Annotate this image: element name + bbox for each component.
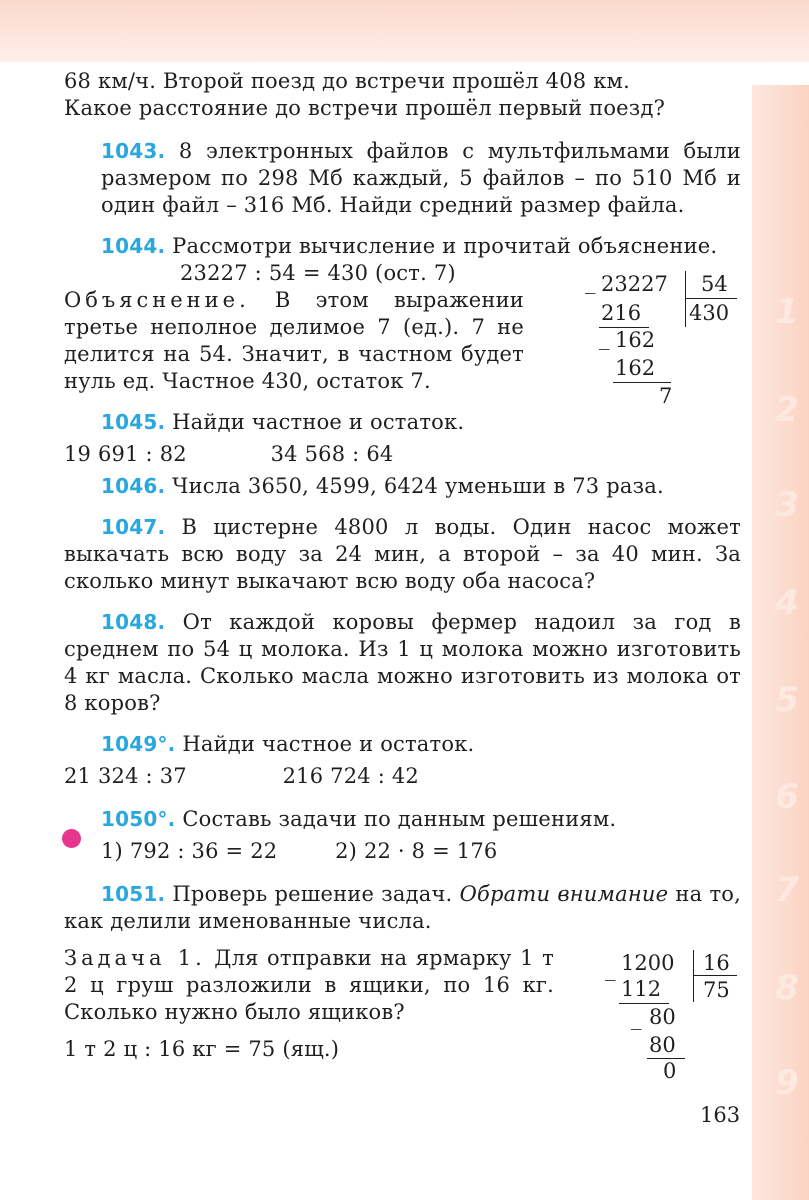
exercise-1046 bbox=[101, 473, 741, 500]
page-content bbox=[64, 68, 741, 1063]
expressions bbox=[101, 838, 741, 865]
task-1 bbox=[64, 945, 554, 1026]
exercise-number: 1051. bbox=[101, 882, 166, 906]
expression: 216 724 : 42 bbox=[282, 764, 419, 788]
side-number: 6 bbox=[775, 777, 799, 817]
intro-line: 68 км/ч. Второй поезд до встречи прошёл 408 км. bbox=[64, 69, 630, 93]
expression: 2) 22 · 8 = 176 bbox=[335, 839, 498, 863]
expressions bbox=[64, 763, 741, 790]
remainder: 0 bbox=[663, 1059, 677, 1083]
intro-line: Какое расстояние до встречи прошёл первый поезд? bbox=[64, 96, 666, 120]
quotient: 430 bbox=[689, 301, 730, 325]
exercise-emphasis: Обрати внимание bbox=[459, 882, 669, 906]
exercise-text: Найди частное и остаток. bbox=[182, 732, 475, 756]
divisor: 16 bbox=[703, 951, 730, 975]
side-number: 5 bbox=[775, 680, 799, 720]
exercise-number: 1049°. bbox=[101, 732, 176, 756]
exercise-text: Рассмотри вычисление и прочитай объяснение. bbox=[172, 234, 718, 258]
exercise-1045 bbox=[101, 409, 741, 436]
partial-dividend: 80 bbox=[649, 1005, 676, 1029]
side-number: 4 bbox=[775, 583, 799, 623]
subtrahend: 80 bbox=[649, 1033, 676, 1057]
expression: 34 568 : 64 bbox=[270, 442, 394, 466]
top-band bbox=[0, 0, 809, 62]
task-solution: 1 т 2 ц : 16 кг = 75 (ящ.) bbox=[64, 1037, 340, 1061]
side-number: 9 bbox=[775, 1063, 799, 1103]
exercise-text: Найди частное и остаток. bbox=[172, 410, 465, 434]
subtrahend: 216 bbox=[601, 301, 642, 325]
dividend: 23227 bbox=[601, 272, 668, 296]
exercise-1043 bbox=[101, 138, 741, 219]
exercise-1049 bbox=[101, 731, 741, 758]
exercise-number: 1044. bbox=[101, 234, 166, 258]
divisor: 54 bbox=[701, 272, 728, 296]
expressions bbox=[64, 441, 741, 468]
side-number: 7 bbox=[775, 870, 799, 910]
partial-dividend: 162 bbox=[615, 328, 656, 352]
exercise-1044 bbox=[101, 233, 741, 260]
exercise-text: Числа 3650, 4599, 6424 уменьши в 73 раза. bbox=[172, 474, 664, 498]
side-strip bbox=[752, 85, 809, 1200]
bullet-marker bbox=[62, 829, 81, 848]
explanation-text: В этом выражении третье неполное делимое 7 (ед.). 7 не делится на 54. Значит, в частном будет нуль ед. Частное 430, остаток 7. bbox=[64, 288, 524, 393]
exercise-number: 1045. bbox=[101, 410, 166, 434]
expression: 21 324 : 37 bbox=[64, 764, 187, 788]
exercise-text: Проверь решение задач. bbox=[172, 882, 453, 906]
exercise-number: 1048. bbox=[101, 610, 166, 634]
task-text: Для отправки на ярмарку 1 т 2 ц груш разложили в ящики, по 16 кг. Сколько нужно было ящиков? bbox=[64, 946, 554, 1024]
side-number: 2 bbox=[775, 390, 799, 430]
exercise-1050 bbox=[101, 806, 741, 833]
exercise-number: 1043. bbox=[101, 139, 166, 163]
explanation-label: Объяснение. bbox=[64, 288, 250, 312]
quotient: 75 bbox=[703, 978, 730, 1002]
exercise-1048 bbox=[64, 609, 741, 717]
explanation bbox=[64, 287, 524, 395]
exercise-text: 8 электронных файлов с мультфильмами были размером по 298 Мб каждый, 5 файлов – по 510 Мб и один файл – 316 Мб. Найди средний размер файла. bbox=[101, 139, 741, 217]
subtrahend: 162 bbox=[615, 356, 656, 380]
exercise-text: В цистерне 4800 л воды. Один насос может выкачать всю воду за 24 мин, а второй – за 40 мин. За сколько минут выкачают всю воду оба насоса? bbox=[64, 515, 741, 593]
side-number: 3 bbox=[775, 485, 799, 525]
exercise-text: От каждой коровы фермер надоил за год в среднем по 54 ц молока. Из 1 ц молока можно изготовить 4 кг масла. Сколько масла можно изготовить из молока от 8 коров? bbox=[64, 610, 741, 715]
exercise-text: на то, как делили именованные числа. bbox=[64, 882, 741, 933]
exercise-number: 1047. bbox=[101, 515, 166, 539]
formula: 23227 : 54 = 430 (ост. 7) bbox=[180, 261, 456, 285]
exercise-number: 1046. bbox=[101, 474, 166, 498]
exercise-number: 1050°. bbox=[101, 807, 176, 831]
expression: 19 691 : 82 bbox=[64, 442, 187, 466]
page-number: 163 bbox=[700, 1103, 741, 1127]
exercise-text: Составь задачи по данным решениям. bbox=[182, 807, 617, 831]
side-number: 8 bbox=[775, 968, 799, 1008]
exercise-1051 bbox=[64, 881, 741, 935]
exercise-1047 bbox=[64, 514, 741, 595]
task-label: Задача 1. bbox=[64, 946, 206, 970]
expression: 1) 792 : 36 = 22 bbox=[101, 839, 278, 863]
subtrahend: 112 bbox=[621, 977, 662, 1001]
dividend: 1200 bbox=[621, 951, 675, 975]
remainder: 7 bbox=[659, 384, 673, 408]
side-number: 1 bbox=[775, 292, 799, 332]
